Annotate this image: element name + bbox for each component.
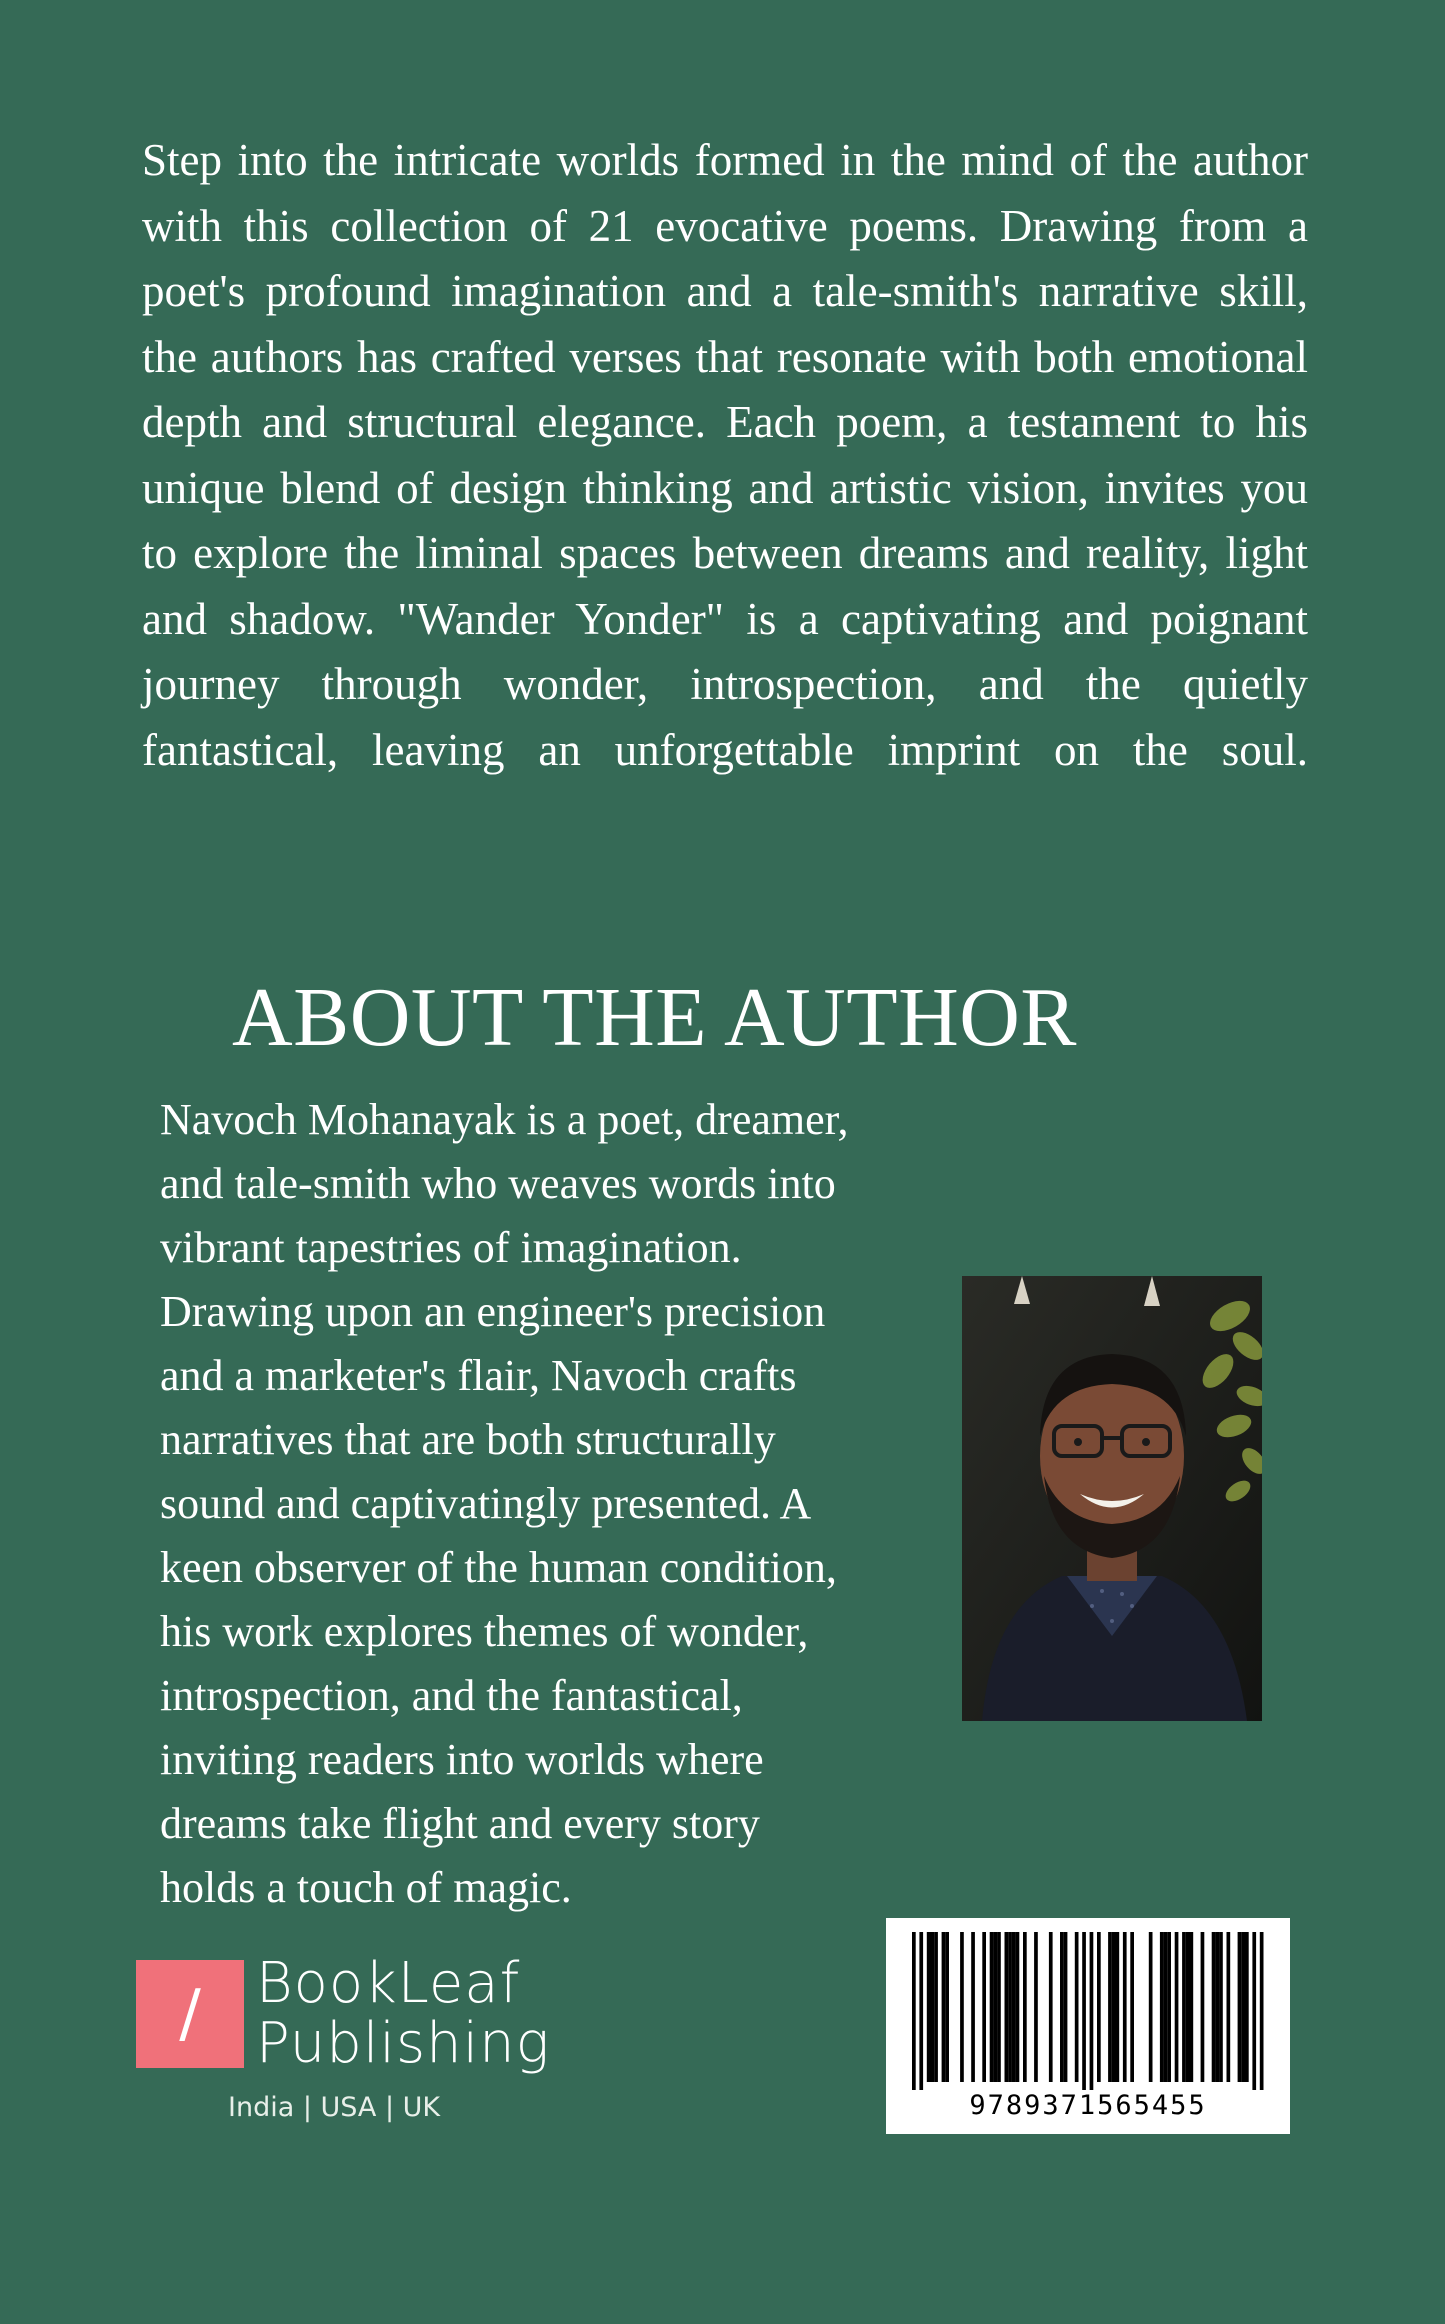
- publisher-slash-icon: /: [136, 1960, 244, 2068]
- barcode-bar: [1201, 1932, 1205, 2082]
- bio-line: dreams take flight and every story: [160, 1799, 760, 1848]
- bio-line: holds a touch of magic.: [160, 1863, 572, 1912]
- barcode-bar: [1008, 1932, 1012, 2082]
- barcode-bar: [919, 1932, 923, 2090]
- bio-line: and tale-smith who weaves words into: [160, 1159, 836, 1208]
- barcode-bar: [1164, 1932, 1168, 2082]
- barcode-bar: [1260, 1932, 1264, 2090]
- barcode-bar: [1049, 1932, 1053, 2082]
- bio-line: vibrant tapestries of imagination.: [160, 1223, 742, 1272]
- barcode-bar: [1167, 1932, 1171, 2082]
- about-author-heading: ABOUT THE AUTHOR: [232, 971, 1077, 1064]
- barcode-bar: [1245, 1932, 1249, 2082]
- barcode-bar: [945, 1932, 949, 2082]
- barcode-bar: [1097, 1932, 1101, 2082]
- bio-line: introspection, and the fantastical,: [160, 1671, 743, 1720]
- barcode-bar: [1108, 1932, 1112, 2082]
- barcode-bar: [1160, 1932, 1164, 2082]
- barcode-bar: [971, 1932, 975, 2082]
- bio-line: Drawing upon an engineer's precision: [160, 1287, 826, 1336]
- bio-line: keen observer of the human condition,: [160, 1543, 837, 1592]
- isbn-number: 9789371565455: [969, 2090, 1207, 2121]
- publisher-logo: [136, 1951, 556, 2130]
- barcode-bar: [1016, 1932, 1020, 2082]
- barcode-bar: [1219, 1932, 1223, 2082]
- publisher-name: [256, 1951, 551, 2076]
- barcode-bar: [934, 1932, 938, 2082]
- back-cover-blurb: Step into the intricate worlds formed in the mind of the author with this collection of 21 evocative poems. Drawing from a poet's profound imagination and a tale-smith's narrative skill, the authors has crafted verses that resonate with both emotional depth and structural elegance. Each poem, a testament to his unique blend of design thinking and artistic vision, invites you to explore the liminal spaces between dreams and reality, light and shadow. "Wander Yonder" is a captivating and poignant journey through wonder, introspection, and the quietly fantastical, leaving an unforgettable imprint on the soul.: [142, 135, 1308, 775]
- barcode-bar: [1123, 1932, 1127, 2082]
- publisher-name-line2: Publishing: [256, 2011, 551, 2076]
- barcode-bar: [1227, 1932, 1231, 2082]
- barcode-bar: [1190, 1932, 1194, 2082]
- barcode-bar: [993, 1932, 997, 2082]
- barcode-bar: [1005, 1932, 1009, 2082]
- barcode-bar: [942, 1932, 946, 2082]
- barcode-bar: [1064, 1932, 1068, 2082]
- barcode-bar: [1175, 1932, 1179, 2082]
- author-portrait-illustration: [962, 1276, 1262, 1721]
- barcode-bar: [1130, 1932, 1134, 2082]
- barcode-bar: [1116, 1932, 1120, 2082]
- barcode-bar: [1023, 1932, 1027, 2082]
- bio-line: Navoch Mohanayak is a poet, dreamer,: [160, 1095, 849, 1144]
- barcode-bar: [1238, 1932, 1242, 2082]
- author-photo: [962, 1276, 1262, 1721]
- isbn-barcode: [886, 1918, 1290, 2134]
- barcode-bar: [1090, 1932, 1094, 2090]
- barcode-bar: [1186, 1932, 1190, 2082]
- barcode-bar: [931, 1932, 935, 2082]
- bio-line: his work explores themes of wonder,: [160, 1607, 809, 1656]
- barcode-bar: [1182, 1932, 1186, 2082]
- barcode-bar: [960, 1932, 964, 2082]
- barcode-bar: [1149, 1932, 1153, 2082]
- barcode-bar: [1252, 1932, 1256, 2090]
- barcode-bar: [990, 1932, 994, 2082]
- bio-line: and a marketer's flair, Navoch crafts: [160, 1351, 797, 1400]
- barcode-bar: [927, 1932, 931, 2082]
- barcode-bar: [1112, 1932, 1116, 2082]
- barcode-bar: [1212, 1932, 1216, 2082]
- bio-line: narratives that are both structurally: [160, 1415, 776, 1464]
- bio-line: sound and captivatingly presented. A: [160, 1479, 812, 1528]
- publisher-name-line1: BookLeaf: [256, 1951, 521, 2016]
- publisher-regions: India | USA | UK: [228, 2092, 441, 2123]
- barcode-bar: [1241, 1932, 1245, 2082]
- barcode-bar: [982, 1932, 986, 2082]
- barcode-bar: [1012, 1932, 1016, 2082]
- author-bio: [160, 1088, 950, 1920]
- barcode-bar: [1215, 1932, 1219, 2082]
- barcode-bar: [1034, 1932, 1038, 2082]
- barcode-bar: [1060, 1932, 1064, 2082]
- barcode-bar: [1082, 1932, 1086, 2090]
- barcode-bar: [1075, 1932, 1079, 2082]
- bio-line: inviting readers into worlds where: [160, 1735, 764, 1784]
- barcode-bar: [912, 1932, 916, 2090]
- barcode-bar: [997, 1932, 1001, 2082]
